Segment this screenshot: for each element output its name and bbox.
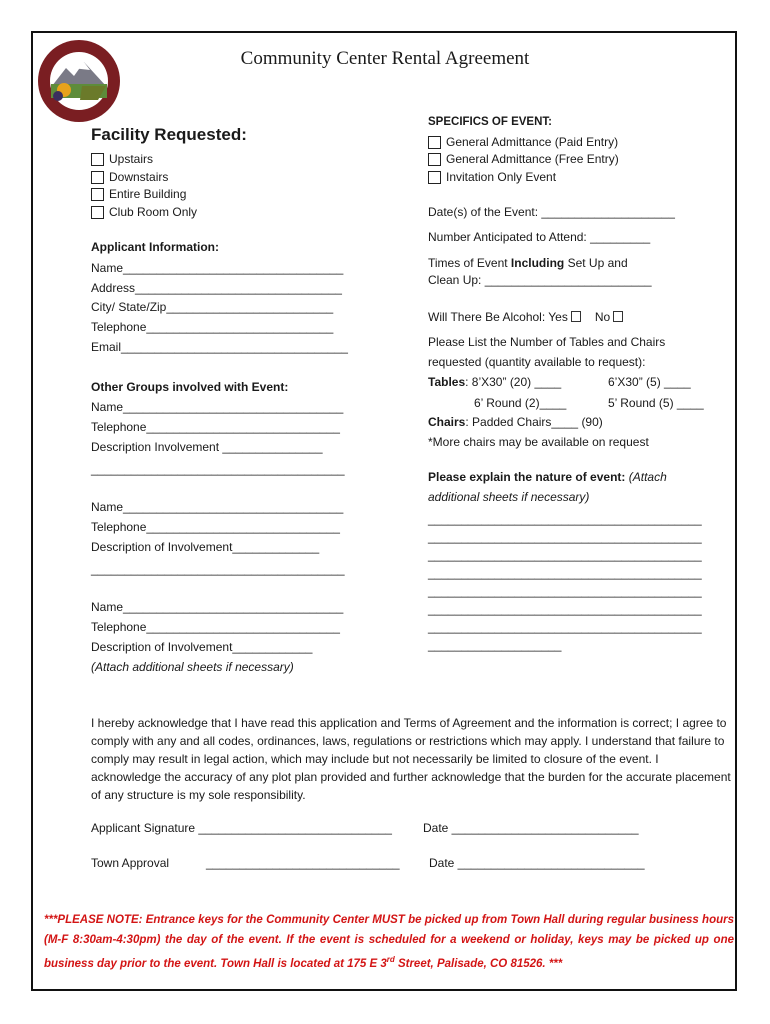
applicant-address-field[interactable]: Address_______________________________ [91,281,342,295]
checkbox[interactable] [428,171,441,184]
nature-line[interactable]: _________________________________________ [428,584,702,598]
chairs-field[interactable]: Chairs: Padded Chairs____ (90) [428,415,603,429]
applicant-email-field[interactable]: Email__________________________________ [91,340,348,354]
acknowledgement-text: I hereby acknowledge that I have read this application and Terms of Agreement and the information is correct; I agree to comply with any and all codes, ordinances, laws, regulations or restrictions which may apply. I understand that failure to comply may result in legal action, which may include but not necessarily be limited to closure of the event. I acknowledge the accuracy of any plot plan provided and further acknowledge that the burden for the accurate placement of any structure is my sole responsibility. [91,716,731,802]
event-type-invitation[interactable]: Invitation Only Event [428,170,556,184]
town-approval-field[interactable]: _____________________________ [206,856,400,870]
group2-name-field[interactable]: Name_________________________________ [91,500,344,514]
tables-intro-2: requested (quantity available to request): [428,355,646,369]
applicant-date-field[interactable]: Date ____________________________ [423,821,639,835]
applicant-city-field[interactable]: City/ State/Zip_________________________ [91,300,334,314]
group1-description-line[interactable]: ______________________________________ [91,462,345,476]
nature-line[interactable]: _________________________________________ [428,530,702,544]
group1-name-field[interactable]: Name_________________________________ [91,400,344,414]
facility-option-upstairs[interactable]: Upstairs [91,152,153,166]
applicant-heading: Applicant Information: [91,240,219,254]
nature-line[interactable]: _________________________________________ [428,566,702,580]
town-approval-date-field[interactable]: Date ____________________________ [429,856,645,870]
alcohol-yes-checkbox[interactable] [571,311,581,322]
nature-line[interactable]: _________________________________________ [428,512,702,526]
facility-option-downstairs[interactable]: Downstairs [91,170,168,184]
applicant-signature-field[interactable]: Applicant Signature _____________________________ [91,821,392,835]
attendance-field[interactable]: Number Anticipated to Attend: _________ [428,230,651,244]
applicant-telephone-field[interactable]: Telephone____________________________ [91,320,334,334]
group1-telephone-field[interactable]: Telephone_____________________________ [91,420,340,434]
event-dates-field[interactable]: Date(s) of the Event: ____________________ [428,205,675,219]
specifics-heading: SPECIFICS OF EVENT: [428,116,552,128]
checkbox[interactable] [428,136,441,149]
checkbox[interactable] [428,153,441,166]
groups-heading: Other Groups involved with Event: [91,380,289,394]
tables-6x30-field[interactable]: 6’X30” (5) ____ [608,375,691,389]
event-type-paid[interactable]: General Admittance (Paid Entry) [428,135,618,149]
alcohol-question: Will There Be Alcohol: Yes No [428,310,623,324]
group3-name-field[interactable]: Name_________________________________ [91,600,344,614]
nature-attach-note: additional sheets if necessary) [428,490,590,504]
checkbox[interactable] [91,188,104,201]
tables-row-1[interactable]: Tables: 8’X30” (20) ____ [428,375,562,389]
nature-heading: Please explain the nature of event: (Attach [428,470,667,484]
nature-line[interactable]: _________________________________________ [428,620,702,634]
key-pickup-note: ***PLEASE NOTE: Entrance keys for the Community Center MUST be picked up from Town Hall during regular business hours (M-F 8:30am-4:30pm) the day of the event. If the event is scheduled for a weekend or holiday, keys may be picked up one business day prior to the event. Town Hall is located at 175 E 3rd Street, Palisade, CO 81526. *** [44,914,734,970]
alcohol-no-checkbox[interactable] [613,311,623,322]
group3-telephone-field[interactable]: Telephone_____________________________ [91,620,340,634]
nature-line[interactable]: _________________________________________ [428,548,702,562]
applicant-name-field[interactable]: Name_________________________________ [91,261,344,275]
checkbox[interactable] [91,171,104,184]
facility-option-entire-building[interactable]: Entire Building [91,187,186,201]
event-times-label: Times of Event Including Set Up and [428,256,628,270]
group2-description-field[interactable]: Description of Involvement_____________ [91,540,320,554]
checkbox[interactable] [91,206,104,219]
group3-description-field[interactable]: Description of Involvement____________ [91,640,313,654]
chairs-note: *More chairs may be available on request [428,435,649,449]
tables-5-round-field[interactable]: 5’ Round (5) ____ [608,396,704,410]
nature-line[interactable]: _________________________________________ [428,602,702,616]
facility-heading: Facility Requested: [91,125,247,144]
tables-intro-1: Please List the Number of Tables and Chairs [428,335,666,349]
facility-option-club-room[interactable]: Club Room Only [91,205,197,219]
group2-telephone-field[interactable]: Telephone_____________________________ [91,520,340,534]
town-approval-label: Town Approval [91,856,170,870]
group1-description-field[interactable]: Description Involvement _______________ [91,440,323,454]
group2-description-line[interactable]: ______________________________________ [91,562,345,576]
attach-sheets-note: (Attach additional sheets if necessary) [91,660,294,674]
document-title: Community Center Rental Agreement [240,48,530,69]
event-type-free[interactable]: General Admittance (Free Entry) [428,152,619,166]
cleanup-field[interactable]: Clean Up: _________________________ [428,273,652,287]
tables-6-round-field[interactable]: 6’ Round (2)____ [474,396,567,410]
nature-line[interactable]: ____________________ [428,638,562,652]
checkbox[interactable] [91,153,104,166]
